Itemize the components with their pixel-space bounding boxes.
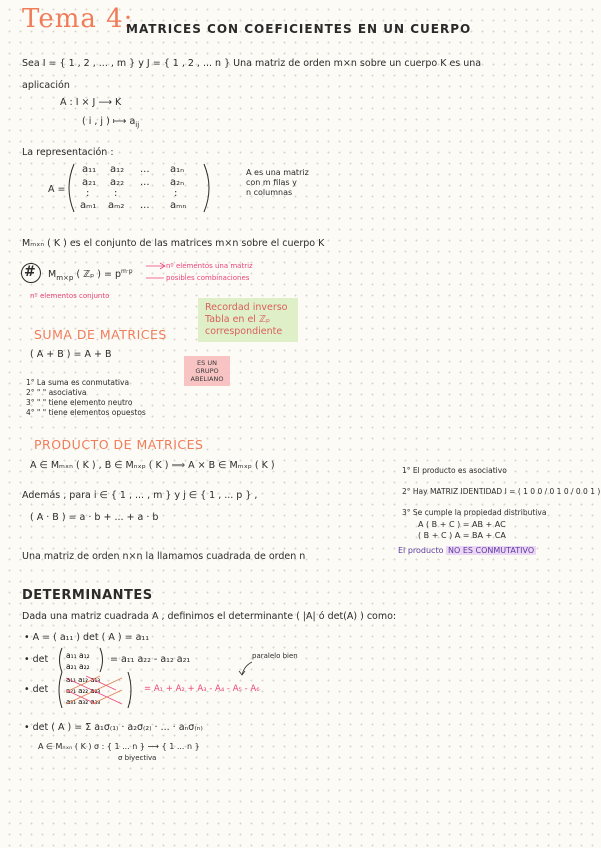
matrix-cell: a₂₂	[110, 177, 125, 188]
card-zp: ( ℤₚ ) = p	[76, 269, 121, 281]
annotation-arrows	[140, 256, 176, 288]
sarrus-arrow-icon	[236, 660, 256, 678]
matrix-note-line: con m filas y	[246, 178, 297, 187]
producto-property: 3° Se cumple la propiedad distributiva	[402, 508, 547, 517]
svg-text:a₂₁ a₂₂: a₂₁ a₂₂	[66, 662, 90, 671]
matrix-cell: aₘ₁	[80, 200, 97, 211]
matrix-note-line: A es una matriz	[246, 168, 309, 177]
suma-property: 1° La suma es conmutativa	[26, 378, 130, 387]
det-bullet-3-label: • det	[24, 684, 49, 695]
det-permutation-domain: A ∈ Mₙₓₙ ( K ) σ : { 1 ... n } ⟶ { 1 ... n }	[38, 742, 200, 751]
determinantes-intro: Dada una matriz cuadrada A , definimos el determinante ( |A| ó det(A) ) como:	[22, 611, 397, 622]
matrix-cell: :	[86, 188, 90, 199]
hash-icon: #	[24, 264, 36, 280]
matrix-cell: ...	[140, 200, 150, 211]
det-bullet-1: • A = ( a₁₁ ) det ( A ) = a₁₁	[24, 632, 150, 643]
representation-label: La representación :	[22, 147, 114, 158]
matrix-cell: ...	[140, 177, 150, 188]
page-title: Tema 4:	[22, 4, 134, 34]
annotation-combinations: posibles combinaciones	[166, 274, 250, 282]
matrix-cell: a₂ₙ	[170, 177, 185, 188]
matrix-cell: a₂₁	[82, 177, 97, 188]
map-element	[82, 116, 139, 129]
annotation-set: nº elementos conjunto	[30, 292, 110, 300]
determinantes-heading: DETERMINANTES	[22, 588, 153, 603]
intro-line2: aplicación	[22, 80, 70, 91]
abelian-group-note: ES UN GRUPO ABELIANO	[184, 356, 230, 386]
non-commutative-text: El producto	[398, 546, 444, 555]
suma-properties	[26, 378, 146, 418]
map-element-sub: ij	[135, 120, 140, 129]
matrix-cell: :	[174, 188, 178, 199]
svg-text:a₁₁ a₁₂: a₁₁ a₁₂	[66, 651, 90, 660]
producto-property: 1° El producto es asociativo	[402, 466, 507, 475]
mmn-definition: Mₘₓₙ ( K ) es el conjunto de las matrices m×n sobre el cuerpo K	[22, 238, 325, 249]
producto-line1: A ∈ Mₘₓₙ ( K ) , B ∈ Mₙₓₚ ( K ) ⟹ A × B ∈ Mₘₓₚ ( K )	[30, 460, 275, 471]
det-bullet-4: • det ( A ) = Σ a₁σ₍₁₎ · a₂σ₍₂₎ · ... · aₙσ₍ₙ₎	[24, 722, 203, 733]
producto-line2: Además , para i ∈ { 1 , ... , m } y j ∈ { 1 , ... p } ,	[22, 490, 258, 501]
hash-circle-icon	[20, 262, 42, 284]
suma-heading: SUMA DE MATRICES	[34, 327, 167, 342]
svg-text:a₃₁ a₃₂ a₃₃: a₃₁ a₃₂ a₃₃	[66, 698, 101, 706]
map-definition: A : I × J ⟶ K	[60, 97, 122, 108]
det-bullet-2-label: • det	[24, 654, 49, 665]
det-3x3-sarrus-matrix	[56, 670, 136, 710]
non-commutative-highlight: NO ES CONMUTATIVO	[448, 546, 535, 555]
page-subtitle: MATRICES CON COEFICIENTES EN UN CUERPO	[126, 22, 472, 36]
reminder-note: Recordad inverso Tabla en el ℤₚ correspondiente	[198, 298, 298, 342]
square-matrix-definition: Una matriz de orden n×n la llamamos cuadrada de orden n	[22, 551, 306, 562]
matrix-note-line: n columnas	[246, 188, 293, 197]
suma-property: 3° " " tiene elemento neutro	[26, 398, 133, 407]
suma-property: 2° " " asociativa	[26, 388, 87, 397]
card-m: M	[48, 269, 57, 281]
suma-property: 4° " " tiene elementos opuestos	[26, 408, 146, 417]
matrix-cell: aₘₙ	[170, 200, 187, 211]
annotation-elements: nº elementos una matriz	[166, 262, 253, 270]
cardinality-expression	[48, 268, 133, 282]
distributive-eq: ( B + C ) A = BA + CA	[418, 531, 506, 540]
det-bullet-2-rhs: = a₁₁ a₂₂ - a₁₂ a₂₁	[110, 654, 191, 665]
matrix-cell: ...	[140, 164, 150, 175]
non-commutative-note	[398, 546, 536, 555]
matrix-cell: a₁₁	[82, 164, 97, 175]
distributive-equations	[418, 519, 506, 541]
card-exp: m·p	[121, 268, 133, 275]
matrix-cell: aₘ₂	[108, 200, 125, 211]
sarrus-note: paralelo bien	[252, 652, 298, 660]
intro-line1: Sea I = { 1 , 2 , ... , m } y J = { 1 , 2 , ... n } Una matriz de orden m×n sobre un cuerpo K es una	[22, 58, 482, 69]
matrix-cell: :	[114, 188, 118, 199]
producto-formula: ( A · B ) = a · b + ... + a · b	[30, 512, 159, 523]
matrix-note	[246, 168, 309, 198]
producto-heading: PRODUCTO DE MATRICES	[34, 437, 204, 452]
svg-text:a₁₁ a₁₂ a₁₃: a₁₁ a₁₂ a₁₃	[66, 676, 101, 684]
suma-formula: ( A + B ) = A + B	[30, 349, 112, 360]
matrix-cell: a₁₂	[110, 164, 125, 175]
map-element-text: ( i , j ) ⟼ a	[82, 116, 136, 127]
det-bullet-3-rhs: = A₁ + A₂ + A₃ - A₄ - A₅ - A₆	[144, 684, 260, 694]
producto-property: 2° Hay MATRIZ IDENTIDAD I = ( 1 0 0 / 0 1 0 / 0 0 1 )	[402, 487, 601, 496]
card-sub: m×p	[56, 274, 74, 283]
matrix-a-label: A =	[48, 184, 66, 195]
det-bijective-note: σ biyectiva	[118, 754, 157, 762]
svg-text:a₂₁ a₂₂ a₂₃: a₂₁ a₂₂ a₂₃	[66, 687, 101, 695]
distributive-eq: A ( B + C ) = AB + AC	[418, 520, 506, 529]
producto-properties	[402, 460, 600, 523]
matrix-cell: a₁ₙ	[170, 164, 185, 175]
